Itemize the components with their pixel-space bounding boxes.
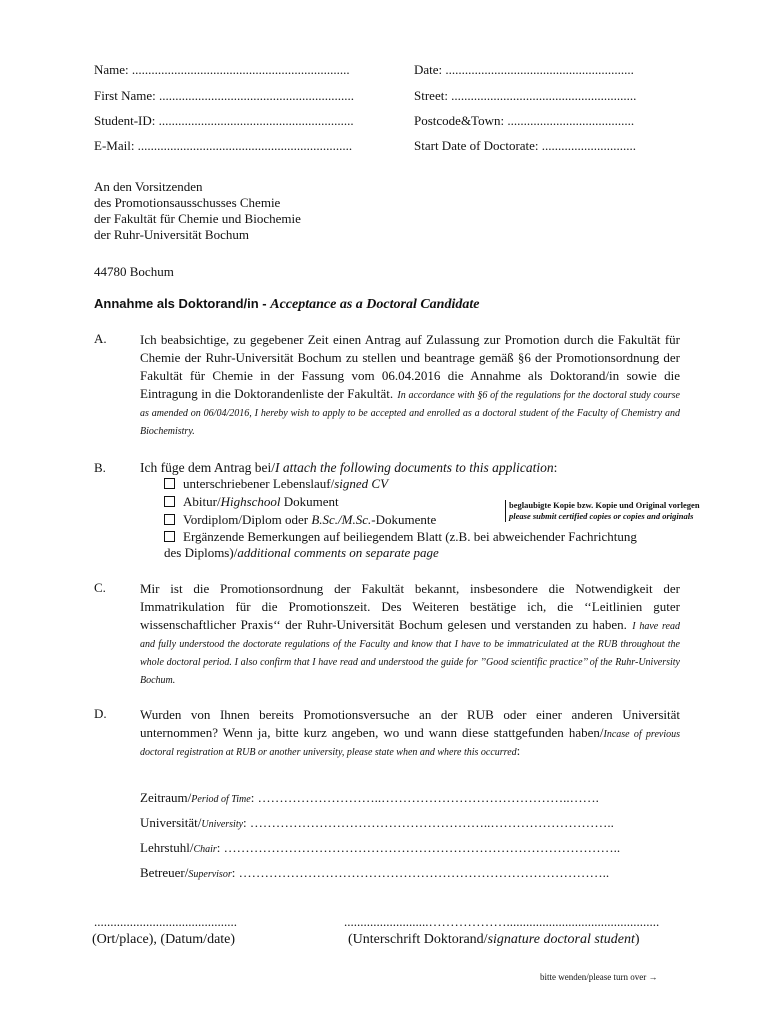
student-id-field[interactable]: Student-ID: ............................................................	[94, 113, 354, 128]
section-b-intro-de: Ich füge dem Antrag bei/	[140, 460, 275, 475]
section-a-letter: A.	[94, 331, 107, 346]
address-line: An den Vorsitzenden	[94, 179, 203, 194]
section-c-letter: C.	[94, 580, 106, 595]
item-label-end: -Dokumente	[371, 512, 437, 527]
section-c-text	[140, 580, 680, 688]
note-en: please submit certified copies or copies and originals	[509, 511, 694, 521]
signature-line[interactable]: ..........................………………...............................................	[344, 914, 660, 929]
chair-dots: : ………………………………………………………………………………..	[216, 840, 621, 855]
title-en: Acceptance as a Doctoral Candidate	[270, 297, 480, 312]
turn-over-note: bitte wenden/please turn over →	[540, 972, 658, 982]
section-b-letter: B.	[94, 460, 106, 475]
period-dots: : ………………………..……………………………………..…….	[250, 790, 599, 805]
checkbox-icon[interactable]	[164, 514, 175, 525]
note-de: beglaubigte Kopie bzw. Kopie und Original vorlegen	[509, 500, 700, 510]
street-field[interactable]: Street: .........................................................	[414, 88, 637, 103]
period-label: Zeitraum/	[140, 790, 192, 805]
signature-label-de: (Unterschrift Doktorand/	[348, 932, 488, 947]
checklist-item[interactable]	[164, 529, 654, 561]
section-a-de: Ich beabsichtige, zu gegebener Zeit einen Antrag auf Zulassung zur Promotion durch die Fakultät für Chemie der Ruhr-Universität Bochum zu stellen und beantrage gemäß §6 der Promotionsordnung der Fakultät für Chemie in der Fassung vom 06.04.2016 die Annahme als Doktorand/in sowie die Eintragung in die Doktorandenliste der Fakultät.	[140, 332, 680, 401]
item-label-en: signed CV	[334, 476, 389, 491]
university-label-en: University	[201, 819, 244, 830]
address-line: der Fakultät für Chemie und Biochemie	[94, 211, 301, 226]
item-label-end: Dokument	[280, 494, 339, 509]
place-date-line[interactable]: ............................................	[94, 914, 237, 929]
item-label: unterschriebener Lebenslauf/	[183, 476, 335, 491]
section-d-en: Incase of previous doctoral registration at RUB or another university, please state when and where this occurred	[140, 729, 681, 758]
section-c-en: I have read and fully understood the doctorate regulations of the Faculty and know that I have to be immatriculated at the RUB throughout the whole doctoral period. I also confirm that I have read and understood the guide for ’’Good scientific practice’’ of the Ruhr-University Bochum.	[140, 621, 680, 686]
signature-label-end: )	[634, 932, 640, 947]
section-d-end: :	[516, 743, 521, 758]
section-c-de: Mir ist die Promotionsordnung der Fakultät bekannt, insbesondere die Notwendigkeit der Immatrikulation für die Promotionszeit. Des Weiteren bestätige ich, die ‘‘Leitlinien guter wissenschaftlicher Praxis‘‘ der Ruhr-Universität Bochum gelesen und verstanden zu haben.	[140, 581, 680, 632]
section-a-text	[140, 331, 680, 439]
item-label: Abitur/	[183, 494, 221, 509]
section-d-de: Wurden von Ihnen bereits Promotionsversuche an der RUB oder einer anderen Universität unternommen? Wenn ja, bitte kurz angeben, wo und wann diese stattgefunden haben/	[140, 707, 680, 740]
postcode-town-field[interactable]: Postcode&Town: .......................................	[414, 113, 635, 128]
chair-label: Lehrstuhl/	[140, 840, 194, 855]
section-a-en: In accordance with §6 of the regulations for the doctoral study course as amended on 06/04/2016, I hereby wish to apply to be accepted and enrolled as a doctoral student of the Faculty of Chemistry and Biochemistry.	[140, 390, 680, 437]
address-city: 44780 Bochum	[94, 264, 174, 279]
section-b-intro	[140, 459, 680, 476]
address-line: des Promotionsausschusses Chemie	[94, 195, 281, 210]
university-label: Universität/	[140, 815, 202, 830]
supervisor-label: Betreuer/	[140, 865, 189, 880]
period-label-en: Period of Time	[191, 794, 251, 805]
email-field[interactable]: E-Mail: ..................................................................	[94, 138, 353, 153]
item-label: Vordiplom/Diplom oder	[183, 512, 312, 527]
university-dots: : ………………………………………………..………………………..	[243, 815, 614, 830]
chair-field[interactable]	[140, 840, 620, 856]
checkbox-icon[interactable]	[164, 531, 175, 542]
period-field[interactable]	[140, 790, 599, 806]
supervisor-label-en: Supervisor	[188, 869, 232, 880]
name-field[interactable]: Name: ...................................................................	[94, 62, 350, 77]
start-date-field[interactable]: Start Date of Doctorate: .............................	[414, 138, 637, 153]
checkbox-icon[interactable]	[164, 478, 175, 489]
checkbox-icon[interactable]	[164, 496, 175, 507]
checklist-item[interactable]	[164, 512, 436, 528]
section-d-letter: D.	[94, 706, 107, 721]
certified-copy-note	[505, 500, 749, 522]
place-date-label: (Ort/place), (Datum/date)	[92, 932, 236, 947]
signature-label	[348, 932, 640, 948]
section-b-intro-end: :	[553, 460, 558, 475]
checklist-item[interactable]	[164, 476, 388, 492]
item-label-en: B.Sc./M.Sc.	[311, 512, 372, 527]
title-de: Annahme als Doktorand/in -	[94, 296, 271, 311]
section-d-text	[140, 706, 680, 760]
first-name-field[interactable]: First Name: ............................................................	[94, 88, 354, 103]
section-b-intro-en: I attach the following documents to this application	[274, 460, 554, 475]
date-field[interactable]: Date: ..........................................................	[414, 62, 634, 77]
address-block	[94, 179, 301, 243]
supervisor-field[interactable]	[140, 865, 609, 881]
supervisor-dots: : …………………………………………………………………………..	[231, 865, 610, 880]
signature-label-en: signature doctoral student	[487, 932, 635, 947]
chair-label-en: Chair	[193, 844, 217, 855]
item-label: Ergänzende Bemerkungen auf beiliegendem Blatt (z.B. bei abweichender Fachrichtung des Diploms)/	[164, 529, 637, 560]
page-title	[94, 295, 479, 314]
item-label-en: additional comments on separate page	[237, 545, 439, 560]
university-field[interactable]	[140, 815, 614, 831]
item-label-en: Highschool	[220, 494, 281, 509]
checklist-item[interactable]	[164, 494, 339, 510]
address-line: der Ruhr-Universität Bochum	[94, 227, 249, 242]
